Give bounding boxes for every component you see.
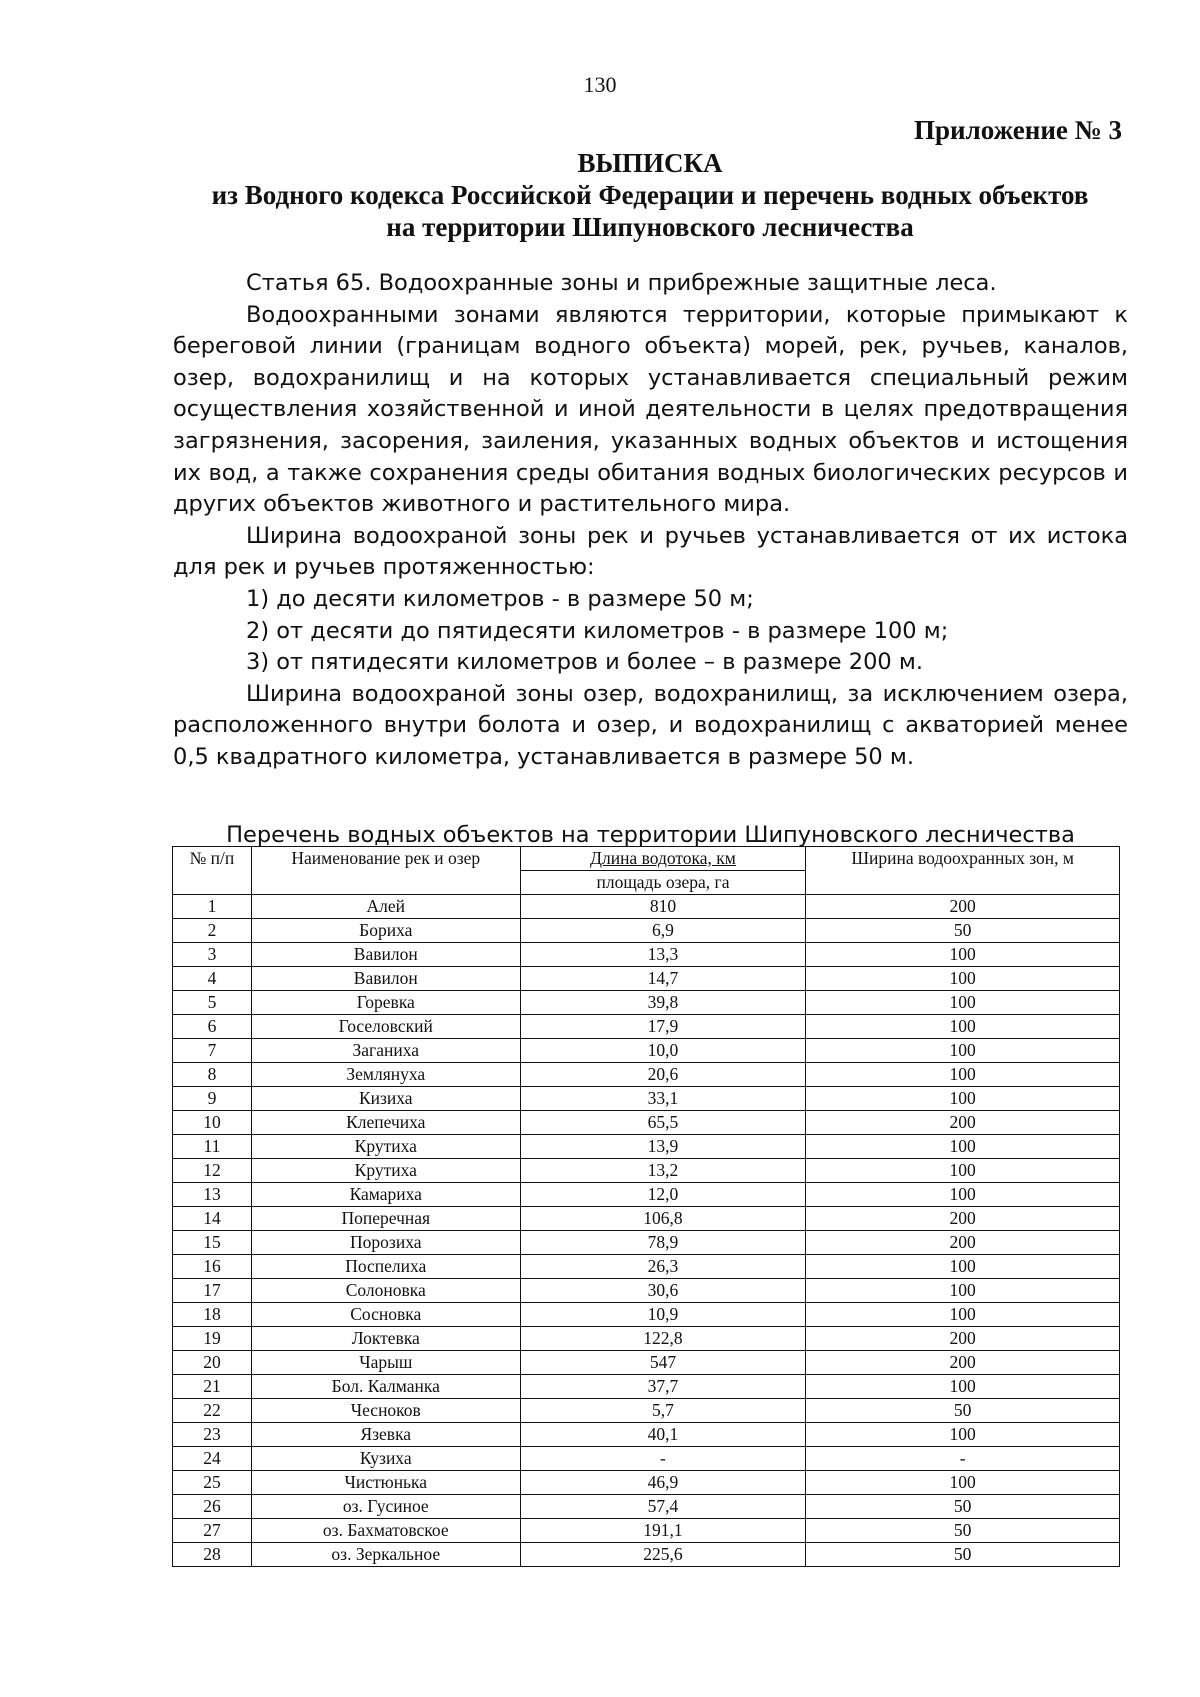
table-row bbox=[173, 1063, 1120, 1087]
object-name: Землянуха bbox=[251, 1063, 520, 1087]
title-line-2: из Водного кодекса Российской Федерации и перечень водных объектов bbox=[211, 180, 1089, 210]
length-value: 17,9 bbox=[520, 1015, 806, 1039]
zone-width-value: 200 bbox=[806, 1351, 1120, 1375]
zone-width-value: 100 bbox=[806, 1063, 1120, 1087]
article-text bbox=[173, 268, 1128, 774]
zone-width-value: 100 bbox=[806, 991, 1120, 1015]
row-number: 3 bbox=[173, 943, 252, 967]
row-number: 11 bbox=[173, 1135, 252, 1159]
length-value: 13,3 bbox=[520, 943, 806, 967]
table-row bbox=[173, 1327, 1120, 1351]
header-number: № п/п bbox=[173, 847, 252, 895]
zone-width-value: 100 bbox=[806, 1015, 1120, 1039]
zone-width-value: 50 bbox=[806, 1519, 1120, 1543]
table-row bbox=[173, 1447, 1120, 1471]
length-value: 14,7 bbox=[520, 967, 806, 991]
table-row bbox=[173, 1183, 1120, 1207]
table-body bbox=[173, 895, 1120, 1567]
paragraph-water-zones: Водоохранными зонами являются территории, которые примыкают к береговой линии (границам водного объекта) морей, рек, ручьев, каналов, озер, водохранилищ и на которых устанавливается специальный режим осуществления хозяйственной и иной деятельности в целях предотвращения загрязнения, засорения, заиления, указанных водных объектов и истощения их вод, а также сохранения среды обитания водных биологических ресурсов и других объектов животного и растительного мира. bbox=[173, 301, 1128, 518]
length-value: 191,1 bbox=[520, 1519, 806, 1543]
table-row bbox=[173, 1519, 1120, 1543]
length-value: 6,9 bbox=[520, 919, 806, 943]
zone-width-value: - bbox=[806, 1447, 1120, 1471]
object-name: Поперечная bbox=[251, 1207, 520, 1231]
header-name: Наименование рек и озер bbox=[251, 847, 520, 895]
length-value: 20,6 bbox=[520, 1063, 806, 1087]
zone-width-value: 100 bbox=[806, 1423, 1120, 1447]
length-value: 78,9 bbox=[520, 1231, 806, 1255]
object-name: Госеловский bbox=[251, 1015, 520, 1039]
table-row bbox=[173, 1111, 1120, 1135]
length-value: 13,2 bbox=[520, 1159, 806, 1183]
table-row bbox=[173, 967, 1120, 991]
length-value: 10,0 bbox=[520, 1039, 806, 1063]
table-row bbox=[173, 919, 1120, 943]
row-number: 19 bbox=[173, 1327, 252, 1351]
paragraph-river-width: Ширина водоохраной зоны рек и ручьев устанавливается от их истока для рек и ручьев протяженностью: bbox=[173, 522, 1128, 581]
object-name: Бориха bbox=[251, 919, 520, 943]
zone-width-value: 50 bbox=[806, 919, 1120, 943]
row-number: 16 bbox=[173, 1255, 252, 1279]
length-value: 30,6 bbox=[520, 1279, 806, 1303]
table-row bbox=[173, 943, 1120, 967]
zone-width-value: 200 bbox=[806, 1327, 1120, 1351]
zone-width-value: 50 bbox=[806, 1399, 1120, 1423]
object-name: Солоновка bbox=[251, 1279, 520, 1303]
object-name: Крутиха bbox=[251, 1135, 520, 1159]
appendix-label: Приложение № 3 bbox=[914, 115, 1122, 145]
row-number: 4 bbox=[173, 967, 252, 991]
list-item-3: 3) от пятидесяти километров и более – в размере 200 м. bbox=[246, 649, 923, 676]
object-name: Алей bbox=[251, 895, 520, 919]
object-name: Чесноков bbox=[251, 1399, 520, 1423]
object-name: Вавилон bbox=[251, 967, 520, 991]
row-number: 25 bbox=[173, 1471, 252, 1495]
table-row bbox=[173, 991, 1120, 1015]
page-number: 130 bbox=[583, 72, 617, 97]
table-row bbox=[173, 1303, 1120, 1327]
object-name: Чарыш bbox=[251, 1351, 520, 1375]
length-value: 12,0 bbox=[520, 1183, 806, 1207]
table-row bbox=[173, 1423, 1120, 1447]
zone-width-value: 100 bbox=[806, 943, 1120, 967]
object-name: Клепечиха bbox=[251, 1111, 520, 1135]
object-name: Сосновка bbox=[251, 1303, 520, 1327]
zone-width-value: 200 bbox=[806, 1231, 1120, 1255]
row-number: 2 bbox=[173, 919, 252, 943]
table-row bbox=[173, 1207, 1120, 1231]
length-value: 5,7 bbox=[520, 1399, 806, 1423]
table-row bbox=[173, 1087, 1120, 1111]
row-number: 20 bbox=[173, 1351, 252, 1375]
row-number: 13 bbox=[173, 1183, 252, 1207]
table-row bbox=[173, 1015, 1120, 1039]
article-heading: Статья 65. Водоохранные зоны и прибрежные защитные леса. bbox=[246, 270, 997, 296]
zone-width-value: 100 bbox=[806, 1087, 1120, 1111]
length-value: 13,9 bbox=[520, 1135, 806, 1159]
length-value: 810 bbox=[520, 895, 806, 919]
list-item-2: 2) от десяти до пятидесяти километров - в размере 100 м; bbox=[246, 617, 949, 644]
water-objects-table bbox=[172, 846, 1120, 1567]
zone-width-value: 200 bbox=[806, 1207, 1120, 1231]
length-value: - bbox=[520, 1447, 806, 1471]
paragraph-lake-width: Ширина водоохраной зоны озер, водохранилищ, за исключением озера, расположенного внутри болота и озер, и водохранилищ с акваторией менее 0,5 квадратного километра, устанавливается в размере 50 м. bbox=[173, 680, 1128, 770]
object-name: Вавилон bbox=[251, 943, 520, 967]
zone-width-value: 100 bbox=[806, 1135, 1120, 1159]
table-row bbox=[173, 1255, 1120, 1279]
length-value: 37,7 bbox=[520, 1375, 806, 1399]
row-number: 12 bbox=[173, 1159, 252, 1183]
row-number: 21 bbox=[173, 1375, 252, 1399]
object-name: Горевка bbox=[251, 991, 520, 1015]
object-name: Крутиха bbox=[251, 1159, 520, 1183]
object-name: Поспелиха bbox=[251, 1255, 520, 1279]
zone-width-value: 100 bbox=[806, 967, 1120, 991]
object-name: Заганиха bbox=[251, 1039, 520, 1063]
row-number: 8 bbox=[173, 1063, 252, 1087]
length-value: 40,1 bbox=[520, 1423, 806, 1447]
zone-width-value: 100 bbox=[806, 1183, 1120, 1207]
table-caption: Перечень водных объектов на территории Шипуновского лесничества bbox=[226, 822, 1075, 848]
row-number: 28 bbox=[173, 1543, 252, 1567]
table-row bbox=[173, 895, 1120, 919]
length-value: 65,5 bbox=[520, 1111, 806, 1135]
row-number: 26 bbox=[173, 1495, 252, 1519]
table-row bbox=[173, 1375, 1120, 1399]
length-value: 547 bbox=[520, 1351, 806, 1375]
object-name: Локтевка bbox=[251, 1327, 520, 1351]
zone-width-value: 100 bbox=[806, 1279, 1120, 1303]
document-title bbox=[120, 147, 1180, 243]
zone-width-value: 50 bbox=[806, 1495, 1120, 1519]
row-number: 23 bbox=[173, 1423, 252, 1447]
zone-width-value: 100 bbox=[806, 1375, 1120, 1399]
row-number: 7 bbox=[173, 1039, 252, 1063]
object-name: оз. Зеркальное bbox=[251, 1543, 520, 1567]
table-row bbox=[173, 1039, 1120, 1063]
object-name: Кузиха bbox=[251, 1447, 520, 1471]
table-row bbox=[173, 1351, 1120, 1375]
object-name: оз. Бахматовское bbox=[251, 1519, 520, 1543]
table-row bbox=[173, 1159, 1120, 1183]
zone-width-value: 100 bbox=[806, 1471, 1120, 1495]
object-name: Бол. Калманка bbox=[251, 1375, 520, 1399]
row-number: 14 bbox=[173, 1207, 252, 1231]
length-value: 39,8 bbox=[520, 991, 806, 1015]
table-row bbox=[173, 1399, 1120, 1423]
title-line-1: ВЫПИСКА bbox=[577, 148, 723, 178]
row-number: 6 bbox=[173, 1015, 252, 1039]
row-number: 9 bbox=[173, 1087, 252, 1111]
zone-width-value: 100 bbox=[806, 1039, 1120, 1063]
object-name: Чистюнька bbox=[251, 1471, 520, 1495]
zone-width-value: 200 bbox=[806, 895, 1120, 919]
row-number: 27 bbox=[173, 1519, 252, 1543]
row-number: 5 bbox=[173, 991, 252, 1015]
length-value: 122,8 bbox=[520, 1327, 806, 1351]
table-row bbox=[173, 1471, 1120, 1495]
header-lake-area: площадь озера, га bbox=[520, 871, 806, 895]
object-name: Камариха bbox=[251, 1183, 520, 1207]
zone-width-value: 100 bbox=[806, 1303, 1120, 1327]
table-row bbox=[173, 1495, 1120, 1519]
row-number: 24 bbox=[173, 1447, 252, 1471]
table-row bbox=[173, 1231, 1120, 1255]
zone-width-value: 100 bbox=[806, 1255, 1120, 1279]
table-row bbox=[173, 1279, 1120, 1303]
object-name: оз. Гусиное bbox=[251, 1495, 520, 1519]
title-line-3: на территории Шипуновского лесничества bbox=[386, 212, 914, 242]
length-value: 33,1 bbox=[520, 1087, 806, 1111]
zone-width-value: 200 bbox=[806, 1111, 1120, 1135]
row-number: 18 bbox=[173, 1303, 252, 1327]
row-number: 15 bbox=[173, 1231, 252, 1255]
length-value: 46,9 bbox=[520, 1471, 806, 1495]
length-value: 57,4 bbox=[520, 1495, 806, 1519]
length-value: 225,6 bbox=[520, 1543, 806, 1567]
list-item-1: 1) до десяти километров - в размере 50 м; bbox=[246, 585, 754, 612]
zone-width-value: 100 bbox=[806, 1159, 1120, 1183]
row-number: 22 bbox=[173, 1399, 252, 1423]
object-name: Кизиха bbox=[251, 1087, 520, 1111]
object-name: Язевка bbox=[251, 1423, 520, 1447]
header-length: Длина водотока, км bbox=[520, 847, 806, 871]
length-value: 26,3 bbox=[520, 1255, 806, 1279]
row-number: 1 bbox=[173, 895, 252, 919]
length-value: 10,9 bbox=[520, 1303, 806, 1327]
table-row bbox=[173, 1543, 1120, 1567]
row-number: 10 bbox=[173, 1111, 252, 1135]
table-row bbox=[173, 1135, 1120, 1159]
zone-width-value: 50 bbox=[806, 1543, 1120, 1567]
length-value: 106,8 bbox=[520, 1207, 806, 1231]
object-name: Порозиха bbox=[251, 1231, 520, 1255]
header-zone-width: Ширина водоохранных зон, м bbox=[806, 847, 1120, 895]
row-number: 17 bbox=[173, 1279, 252, 1303]
